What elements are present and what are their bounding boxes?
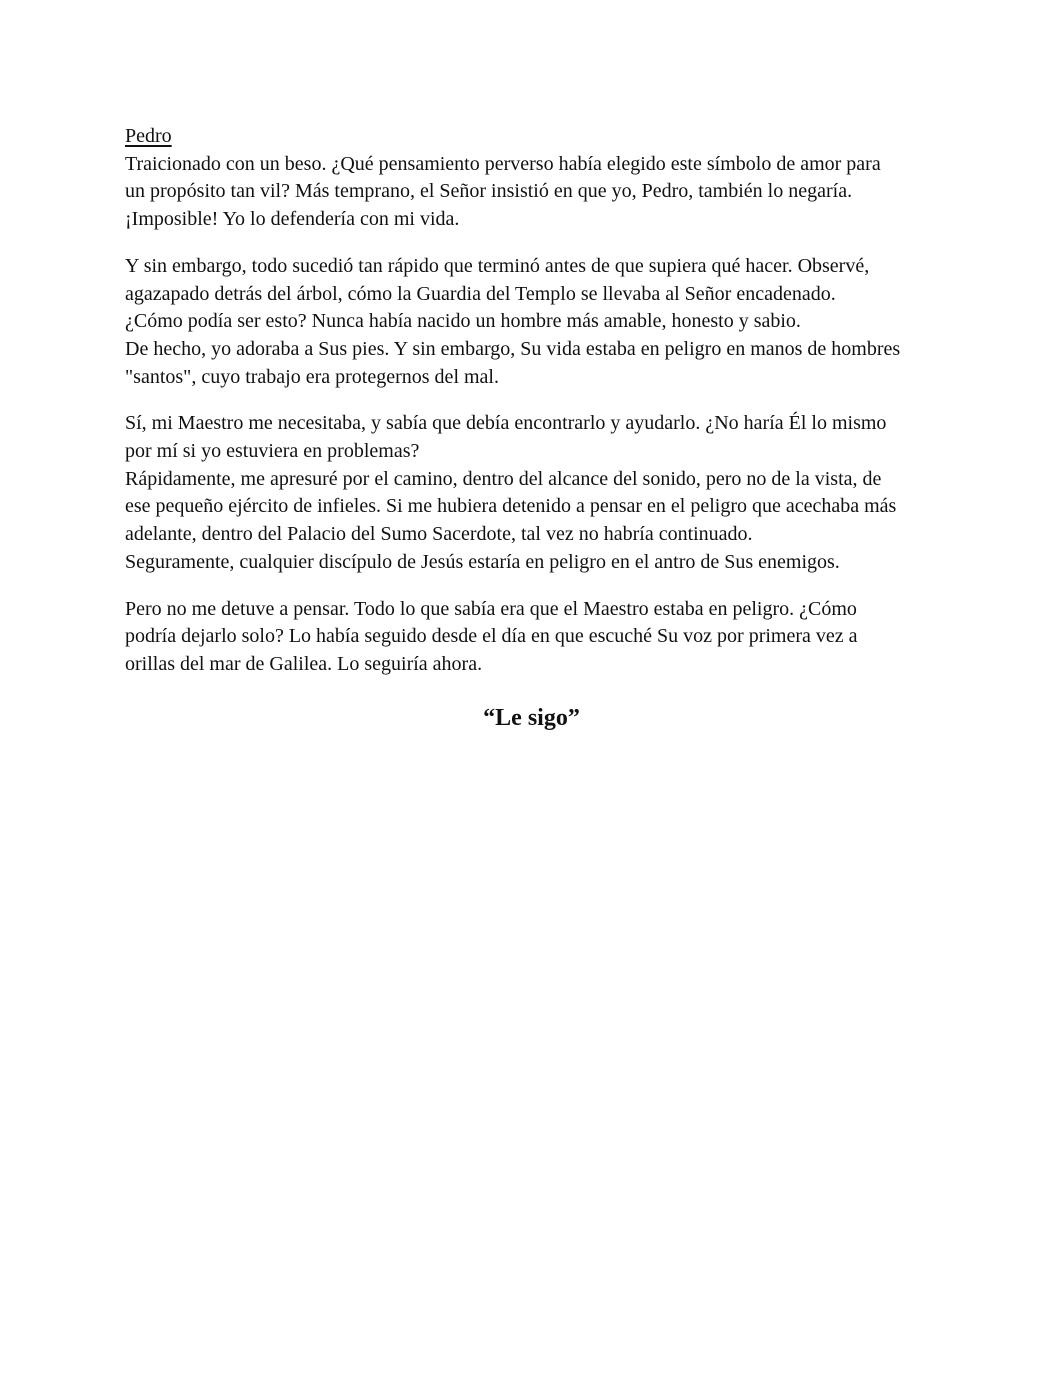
paragraph-line: Y sin embargo, todo sucedió tan rápido que terminó antes de que supiera qué hacer. Observé, <box>125 254 870 277</box>
paragraph-3 <box>125 410 955 576</box>
paragraph-spacer <box>125 234 955 253</box>
paragraph-line: ¡Imposible! Yo lo defendería con mi vida. <box>125 208 460 231</box>
paragraph-1 <box>125 151 955 234</box>
section-heading: Pedro <box>125 125 172 147</box>
paragraph-spacer <box>125 391 955 410</box>
paragraph-line: orillas del mar de Galilea. Lo seguiría ahora. <box>125 652 483 675</box>
paragraph-line: Rápidamente, me apresuré por el camino, dentro del alcance del sonido, pero no de la vista, de <box>125 467 882 490</box>
paragraph-line: De hecho, yo adoraba a Sus pies. Y sin embargo, Su vida estaba en peligro en manos de hombres <box>125 337 901 360</box>
paragraph-spacer <box>125 577 955 596</box>
paragraph-4 <box>125 596 955 679</box>
paragraph-2 <box>125 253 955 392</box>
paragraph-line: Pero no me detuve a pensar. Todo lo que sabía era que el Maestro estaba en peligro. ¿Cómo <box>125 597 857 620</box>
paragraph-line: Sí, mi Maestro me necesitaba, y sabía que debía encontrarlo y ayudarlo. ¿No haría Él lo mismo <box>125 412 887 435</box>
paragraph-line: agazapado detrás del árbol, cómo la Guardia del Templo se llevaba al Señor encadenado. <box>125 282 836 305</box>
paragraph-line: Traicionado con un beso. ¿Qué pensamiento perverso había elegido este símbolo de amor para <box>125 152 881 175</box>
paragraph-line: "santos", cuyo trabajo era protegernos del mal. <box>125 365 499 388</box>
paragraph-line: Seguramente, cualquier discípulo de Jesús estaría en peligro en el antro de Sus enemigos. <box>125 550 840 573</box>
paragraph-line: adelante, dentro del Palacio del Sumo Sacerdote, tal vez no habría continuado. <box>125 523 753 546</box>
paragraph-line: por mí si yo estuviera en problemas? <box>125 440 420 463</box>
paragraph-line: ese pequeño ejército de infieles. Si me hubiera detenido a pensar en el peligro que acechaba más <box>125 495 897 518</box>
document-body <box>125 123 955 679</box>
closing-quote: “Le sigo” <box>483 705 580 731</box>
paragraph-line: podría dejarlo solo? Lo había seguido desde el día en que escuché Su voz por primera vez a <box>125 625 858 648</box>
paragraph-line: un propósito tan vil? Más temprano, el Señor insistió en que yo, Pedro, también lo negaría. <box>125 180 853 203</box>
paragraph-line: ¿Cómo podía ser esto? Nunca había nacido un hombre más amable, honesto y sabio. <box>125 310 801 333</box>
